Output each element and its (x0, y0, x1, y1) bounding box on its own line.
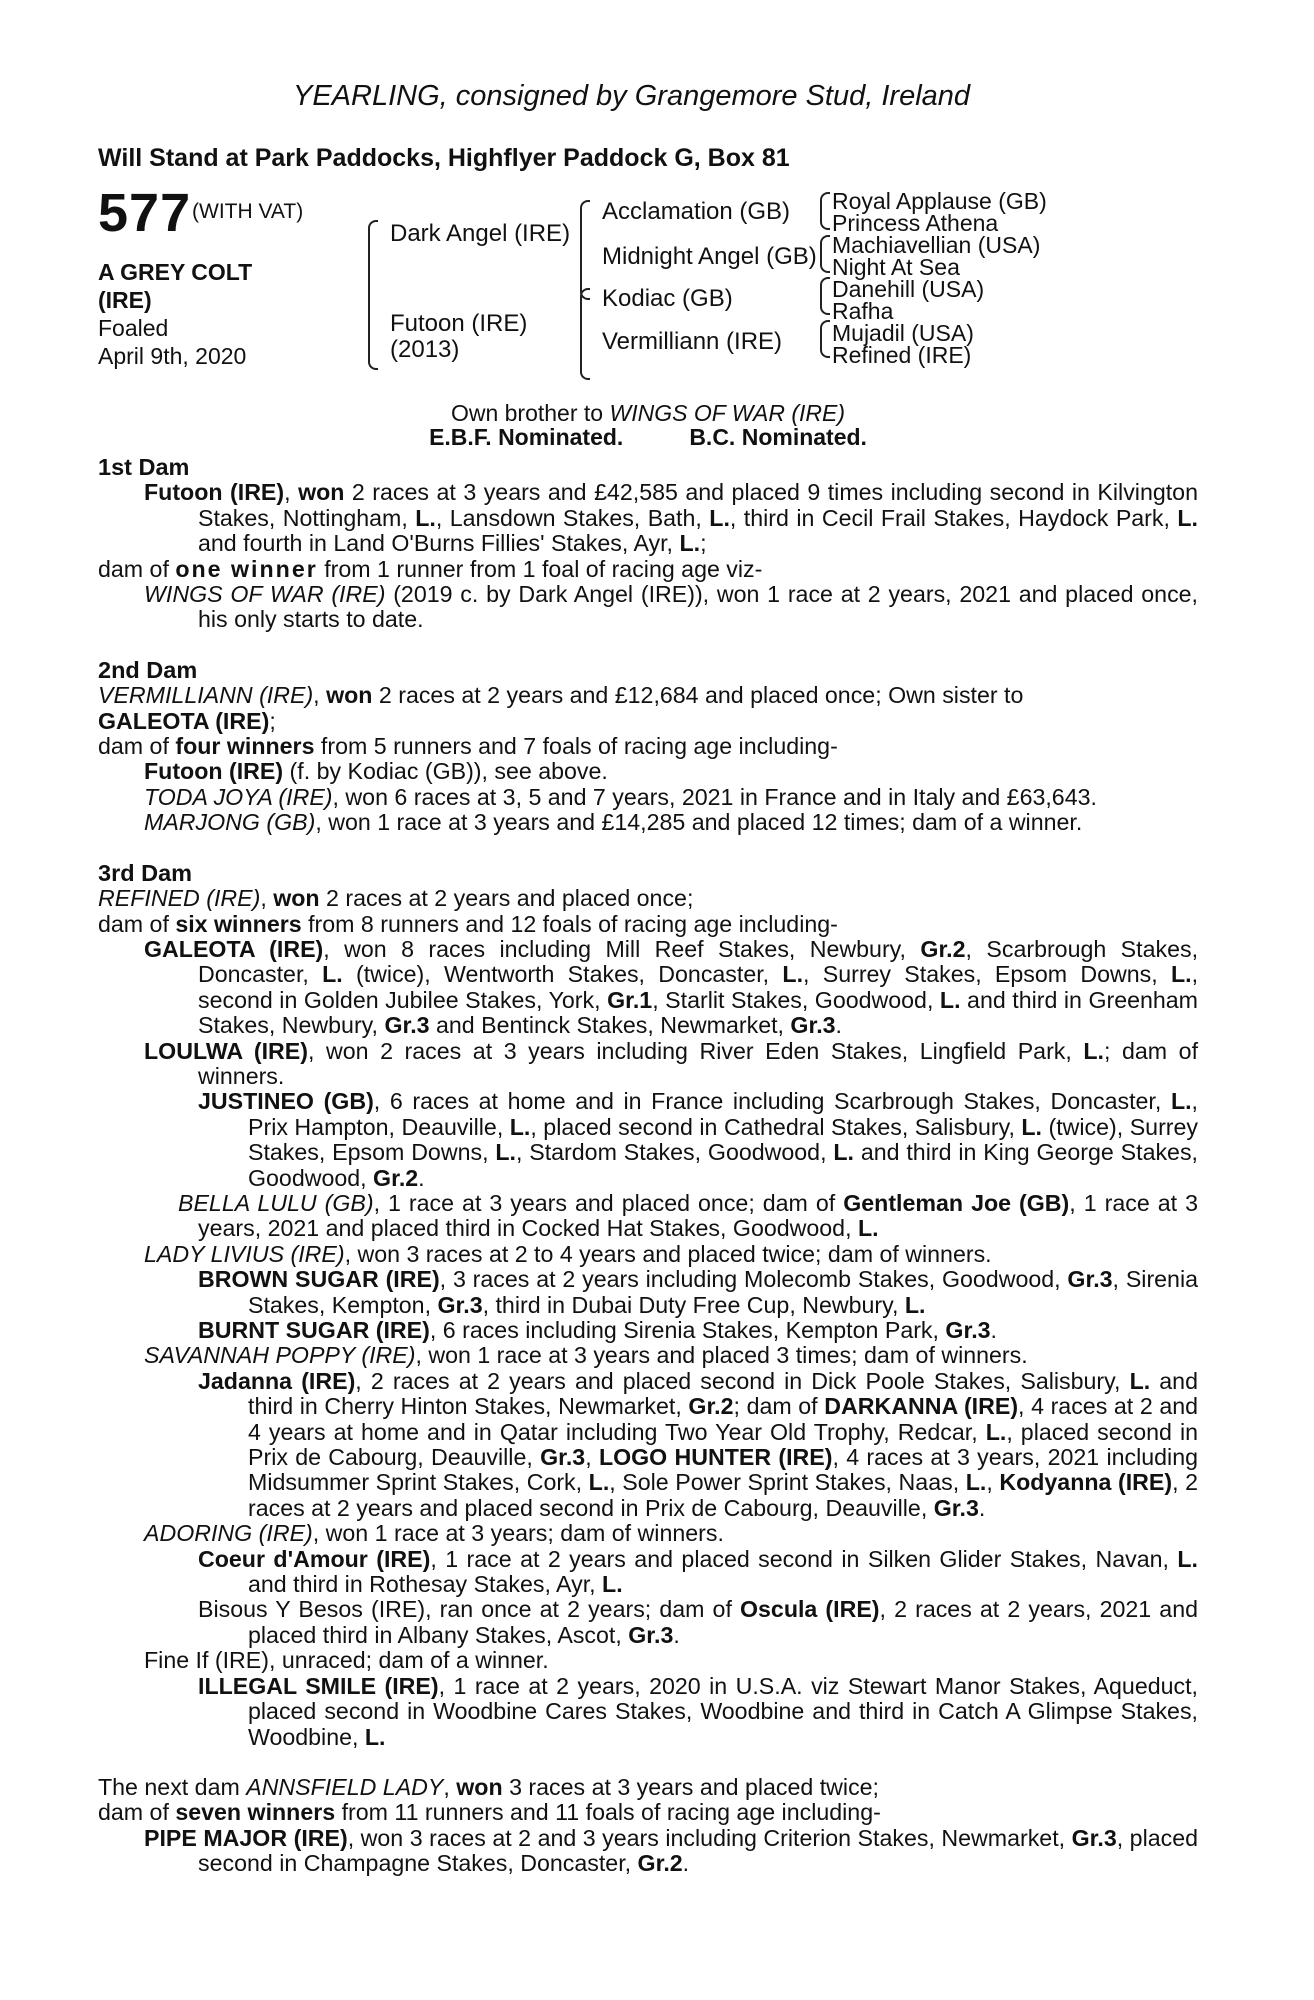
own-brother-name: WINGS OF WAR (IRE) (609, 400, 846, 426)
bc-nominated: B.C. Nominated. (689, 424, 867, 450)
pedigree-brace-6 (820, 277, 830, 315)
pedigree-notes (98, 455, 1198, 1877)
produce-lady-livius: LADY LIVIUS (IRE), won 3 races at 2 to 4 years and placed twice; dam of winners. (144, 1240, 992, 1267)
produce-bisous-y-besos: Bisous Y Besos (IRE), ran once at 2 years; dam of Oscula (IRE), 2 races at 2 years, 2021 and placed third in Albany Stakes, Ascot, Gr.3. (198, 1596, 1198, 1648)
pedigree-dam-year: (2013) (390, 336, 460, 363)
horse-line-2: (IRE) (98, 287, 152, 313)
pedigree-ssd: Princess Athena (832, 210, 999, 236)
section-third-dam: 3rd Dam (98, 859, 193, 886)
lot-number: 577 (98, 183, 192, 243)
pedigree-brace-2 (580, 200, 590, 300)
pedigree-sds: Machiavellian (USA) (832, 232, 1041, 258)
second-dam-produce: dam of four winners from 5 runners and 7 foals of racing age including- (98, 733, 838, 760)
ebf-nominated: E.B.F. Nominated. (429, 424, 624, 450)
produce-adoring: ADORING (IRE), won 1 race at 3 years; dam of winners. (144, 1520, 724, 1547)
pedigree-brace-5 (820, 235, 830, 273)
produce-marjong: MARJONG (GB), won 1 race at 3 years and £14,285 and placed 12 times; dam of a winner. (144, 809, 1083, 836)
stand-location: Will Stand at Park Paddocks, Highflyer Paddock G, Box 81 (98, 144, 790, 172)
pedigree-sire: Dark Angel (IRE) (390, 220, 571, 247)
nominations-line (98, 424, 1198, 451)
second-dam-vermilliann: VERMILLIANN (IRE), won 2 races at 2 years and £12,684 and placed once; Own sister to (98, 682, 1024, 709)
pedigree-brace-1 (368, 220, 378, 370)
pedigree-brace-3 (580, 288, 590, 380)
pedigree-sire-sire: Acclamation (GB) (602, 198, 791, 225)
produce-brown-sugar: BROWN SUGAR (IRE), 3 races at 2 years including Molecomb Stakes, Goodwood, Gr.3, Sirenia Stakes, Kempton, Gr.3, third in Dubai Duty Free Cup, Newbury, L. (198, 1266, 1199, 1318)
horse-line-1: A GREY COLT (98, 259, 253, 285)
produce-illegal-smile: ILLEGAL SMILE (IRE), 1 race at 2 years, 2020 in U.S.A. viz Stewart Manor Stakes, Aqueduct, placed second in Woodbine Cares Stakes, Woodbine and third in Catch A Glimpse Stakes, Woodbine, L. (198, 1672, 1198, 1750)
foaled-label: Foaled (98, 315, 169, 341)
produce-futoon: Futoon (IRE) (f. by Kodiac (GB)), see above. (144, 758, 608, 785)
pedigree-sire-dam: Midnight Angel (GB) (602, 243, 817, 270)
produce-justineo: JUSTINEO (GB), 6 races at home and in France including Scarbrough Stakes, Doncaster, L., Prix Hampton, Deauville, L., placed second in Cathedral Stakes, Salisbury, L. (twice), Surrey Stakes, Epsom Downs, L., Stardom Stakes, Goodwood, L. and third in King George Stakes, Goodwood, Gr.2. (198, 1088, 1198, 1191)
produce-savannah-poppy: SAVANNAH POPPY (IRE), won 1 race at 3 years and placed 3 times; dam of winners. (144, 1342, 1028, 1369)
own-brother-prefix: Own brother to (450, 400, 610, 426)
next-dam-produce: dam of seven winners from 11 runners and 11 foals of racing age including- (98, 1799, 881, 1826)
pedigree-ddd: Refined (IRE) (832, 342, 972, 368)
produce-loulwa: LOULWA (IRE), won 2 races at 3 years including River Eden Stakes, Lingfield Park, L.; dam of winners. (144, 1037, 1199, 1089)
produce-burnt-sugar: BURNT SUGAR (IRE), 6 races including Sirenia Stakes, Kempton Park, Gr.3. (198, 1317, 997, 1343)
horse-description (98, 258, 252, 370)
page-heading: YEARLING, consigned by Grangemore Stud, Ireland (293, 80, 971, 112)
first-dam-futoon: Futoon (IRE), won 2 races at 3 years and £42,585 and placed 9 times including second in Kilvington Stakes, Nottingham, L., Lansdown Stakes, Bath, L., third in Cecil Frail Stakes, Haydock Park, L. and fourth in Land O'Burns Fillies' Stakes, Ayr, L.; (144, 479, 1198, 557)
third-dam-refined: REFINED (IRE), won 2 races at 2 years and placed once; (98, 885, 694, 912)
produce-fine-if: Fine If (IRE), unraced; dam of a winner. (144, 1647, 549, 1674)
pedigree-brace-7 (820, 320, 830, 358)
first-dam-produce: dam of one winner from 1 runner from 1 foal of racing age viz- (98, 555, 763, 582)
pedigree-brace-4 (820, 192, 830, 230)
pedigree-dam-sire: Kodiac (GB) (602, 285, 733, 312)
pedigree-dss: Danehill (USA) (832, 276, 985, 302)
pedigree-dam-dam: Vermilliann (IRE) (602, 328, 783, 355)
section-second-dam: 2nd Dam (98, 656, 198, 683)
produce-coeur-damour: Coeur d'Amour (IRE), 1 race at 2 years and placed second in Silken Glider Stakes, Navan, L. and third in Rothesay Stakes, Ayr, L. (198, 1545, 1198, 1598)
own-brother-line (98, 400, 1198, 427)
pedigree-sdd: Night At Sea (832, 254, 960, 280)
next-dam-annsfield-lady: The next dam ANNSFIELD LADY, won 3 races at 3 years and placed twice; (98, 1773, 879, 1800)
produce-toda-joya: TODA JOYA (IRE), won 6 races at 3, 5 and 7 years, 2021 in France and in Italy and £63,643. (144, 783, 1097, 810)
produce-jadanna: Jadanna (IRE), 2 races at 2 years and placed second in Dick Poole Stakes, Salisbury, L. and third in Cherry Hinton Stakes, Newmarket, Gr.2; dam of DARKANNA (IRE), 4 races at 2 and 4 years at home and in Qatar including Two Year Old Trophy, Redcar, L., placed second in Prix de Cabourg, Deauville, Gr.3, LOGO HUNTER (IRE), 4 races at 3 years, 2021 including Midsummer Sprint Stakes, Cork, L., Sole Power Sprint Stakes, Naas, L., Kodyanna (IRE), 2 races at 2 years and placed second in Prix de Cabourg, Deauville, Gr.3. (198, 1367, 1199, 1521)
pedigree-dds: Mujadil (USA) (832, 320, 974, 346)
pedigree-sss: Royal Applause (GB) (832, 188, 1047, 214)
pedigree-dam: Futoon (IRE) (390, 310, 528, 337)
third-dam-produce: dam of six winners from 8 runners and 12 foals of racing age including- (98, 910, 838, 937)
section-first-dam: 1st Dam (98, 454, 190, 480)
produce-wings-of-war: WINGS OF WAR (IRE) (2019 c. by Dark Angel (IRE)), won 1 race at 2 years, 2021 and placed once, his only starts to date. (144, 581, 1198, 633)
pedigree-dsd: Rafha (832, 298, 894, 324)
foaled-date: April 9th, 2020 (98, 343, 247, 369)
produce-bella-lulu: BELLA LULU (GB), 1 race at 3 years and placed once; dam of Gentleman Joe (GB), 1 race at 3 years, 2021 and placed third in Cocked Hat Stakes, Goodwood, L. (178, 1189, 1198, 1242)
lot-vat: (WITH VAT) (192, 200, 304, 223)
produce-galeota: GALEOTA (IRE), won 8 races including Mill Reef Stakes, Newbury, Gr.2, Scarbrough Stakes, Doncaster, L. (twice), Wentworth Stakes, Doncaster, L., Surrey Stakes, Epsom Downs, L., second in Golden Jubilee Stakes, York, Gr.1, Starlit Stakes, Goodwood, L. and third in Greenham Stakes, Newbury, Gr.3 and Bentinck Stakes, Newmarket, Gr.3. (144, 935, 1199, 1039)
produce-pipe-major: PIPE MAJOR (IRE), won 3 races at 2 and 3 years including Criterion Stakes, Newmarket, Gr.3, placed second in Champagne Stakes, Doncaster, Gr.2. (144, 1824, 1198, 1877)
second-dam-galeota: GALEOTA (IRE); (98, 707, 276, 734)
